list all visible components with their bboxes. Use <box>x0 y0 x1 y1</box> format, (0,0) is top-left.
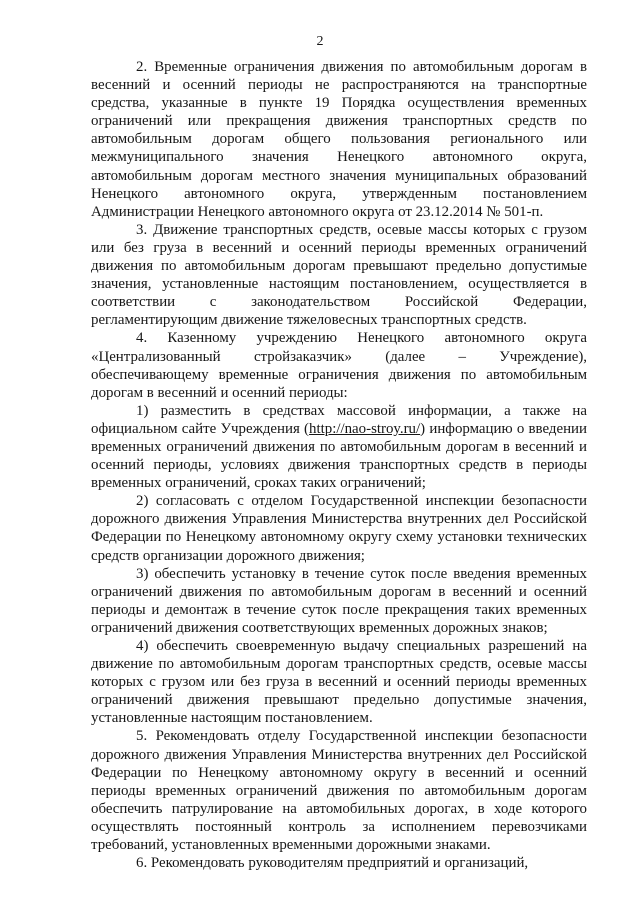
paragraph-3: 3. Движение транспортных средств, осевые массы которых с грузом или без груза в весенний и осенний периоды временных ограничений движения по автомобильным дорогам превышают предельно допустимые значения, установленные настоящим постановлением, осуществляется в соответствии с законодательством Российской Федерации, регламентирующим движение тяжеловесных транспортных средств. <box>91 221 587 329</box>
paragraph-4: 4. Казенному учреждению Ненецкого автономного округа «Централизованный стройзаказчик» (далее – Учреждение), обеспечивающему временные ограничения движения по автомобильным дорогам в весенний и осенний периоды: <box>91 330 587 401</box>
page-number: 2 <box>316 34 324 49</box>
paragraph-4-4: 4) обеспечить своевременную выдачу специальных разрешений на движение по автомобильным дорогам транспортных средств, осевые массы которых с грузом или без груза в весенний и осенний периоды временных ограничений движения превышают предельно допустимые значения, установленные настоящим постановлением. <box>91 638 587 727</box>
paragraph-4-3: 3) обеспечить установку в течение суток после введения временных ограничений движения по автомобильным дорогам в весенний и осенний периоды и демонтаж в течение суток после прекращения таких временных ограничений движения соответствующих временных дорожных знаков; <box>91 565 587 636</box>
paragraph-4-1-text-before: 1) разместить в средствах массовой информации, а также на официальном сайте Учреждения ( <box>91 402 587 437</box>
website-link[interactable]: http://nao-stroy.ru/ <box>309 420 421 437</box>
paragraph-5: 5. Рекомендовать отделу Государственной инспекции безопасности дорожного движения Управления Министерства внутренних дел Российской Федерации по Ненецкому автономному округу в весенний и осенний периоды временных ограничений движения по автомобильным дорогам обеспечить патрулирование на автомобильных дорогах, в ходе которого осуществлять постоянный контроль за исполнением перевозчиками требований, установленных временными дорожными знаками. <box>91 728 587 854</box>
paragraph-6: 6. Рекомендовать руководителям предприятий и организаций, <box>136 855 529 872</box>
paragraph-4-1-text-after: ) информацию о введении временных ограничений движения по автомобильным дорогам в весенний и осенний периоды, условиях движения транспортных средств в периоды временных ограничений, сроках таких ограничений; <box>91 420 587 492</box>
document-body <box>91 58 587 872</box>
paragraph-4-1 <box>91 402 587 492</box>
paragraph-2: 2. Временные ограничения движения по автомобильным дорогам в весенний и осенний периоды не распространяются на транспортные средства, указанные в пункте 19 Порядка осуществления временных ограничений или прекращения движения транспортных средств по автомобильным дорогам общего пользования регионального или межмуниципального значения Ненецкого автономного округа, автомобильным дорогам местного значения муниципальных образований Ненецкого автономного округа, утвержденным постановлением Администрации Ненецкого автономного округа от 23.12.2014 № 501-п. <box>91 59 587 220</box>
paragraph-4-2: 2) согласовать с отделом Государственной инспекции безопасности дорожного движения Управления Министерства внутренних дел Российской Федерации по Ненецкому автономному округу схему установки технических средств организации дорожного движения; <box>91 493 587 564</box>
